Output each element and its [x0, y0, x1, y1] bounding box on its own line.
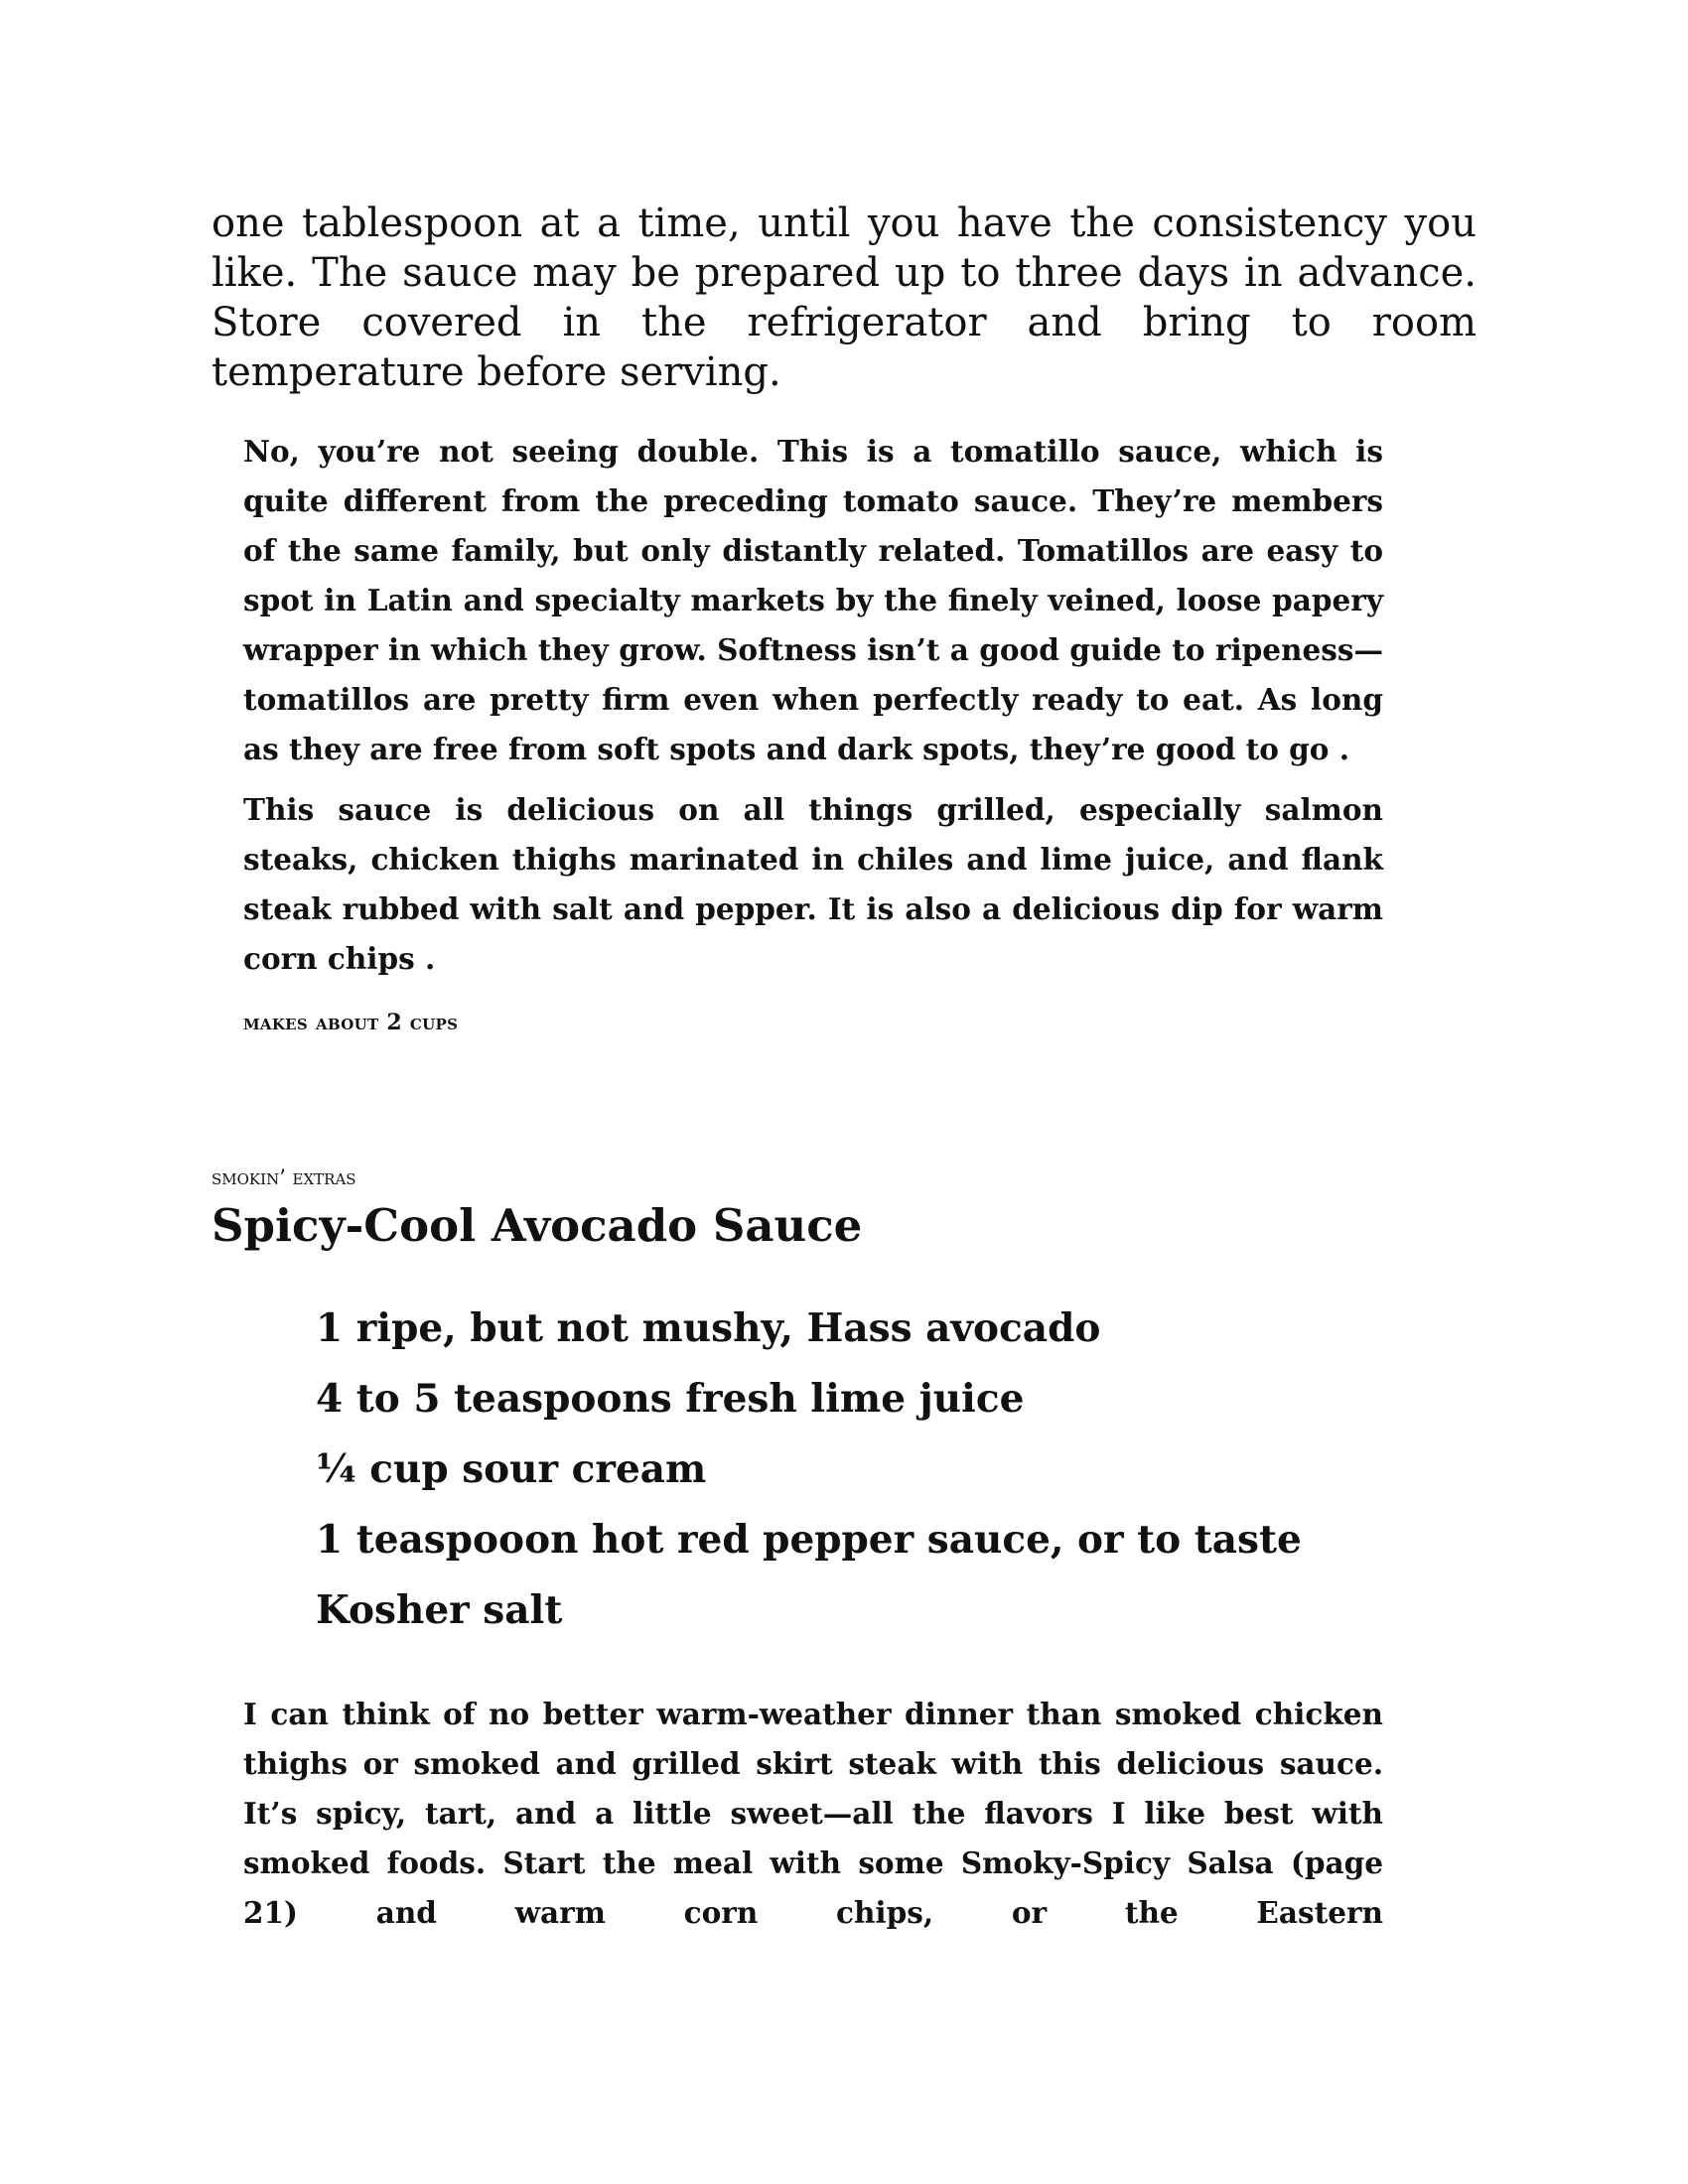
ingredient-item: 4 to 5 teaspoons fresh lime juice	[316, 1376, 1025, 1422]
sidebar-note-tomatillos: No, you’re not seeing double. This is a tomatillo sauce, which is quite different from the preceding tomato sauce. They’re members of the same family, but only distantly related. Tomatillos are easy to spot in Latin and specialty markets by the finely veined, loose papery wrapper in which they grow. Softness isn’t a good guide to ripeness—tomatillos are pretty firm even when perfectly ready to eat. As long as they are free from soft spots and dark spots, they’re good to go .	[243, 434, 1383, 766]
recipe-yield: makes about 2 cups	[243, 1010, 459, 1035]
ingredient-item: 1 teaspooon hot red pepper sauce, or to taste	[316, 1517, 1302, 1563]
ingredient-item: ¼ cup sour cream	[316, 1446, 707, 1492]
recipe-title: Spicy-Cool Avocado Sauce	[211, 1199, 863, 1252]
ingredient-item: 1 ripe, but not mushy, Hass avocado	[316, 1305, 1101, 1351]
section-kicker: smokin’ extras	[211, 1165, 356, 1189]
sidebar-note-serving: This sauce is delicious on all things grilled, especially salmon steaks, chicken thighs marinated in chiles and lime juice, and flank steak rubbed with salt and pepper. It is also a delicious dip for warm corn chips .	[243, 792, 1383, 976]
recipe-headnote: I can think of no better warm-weather dinner than smoked chicken thighs or smoked and grilled skirt steak with this delicious sauce. It’s spicy, tart, and a little sweet—all the flavors I like best with smoked foods. Start the meal with some Smoky-Spicy Salsa (page 21) and warm corn chips, or the Eastern	[243, 1697, 1383, 1930]
ingredient-item: Kosher salt	[316, 1587, 563, 1633]
continuation-paragraph: one tablespoon at a time, until you have the consistency you like. The sauce may be prepared up to three days in advance. Store covered in the refrigerator and bring to room temperature before serving.	[211, 201, 1477, 395]
ingredient-list	[316, 1294, 1408, 1646]
